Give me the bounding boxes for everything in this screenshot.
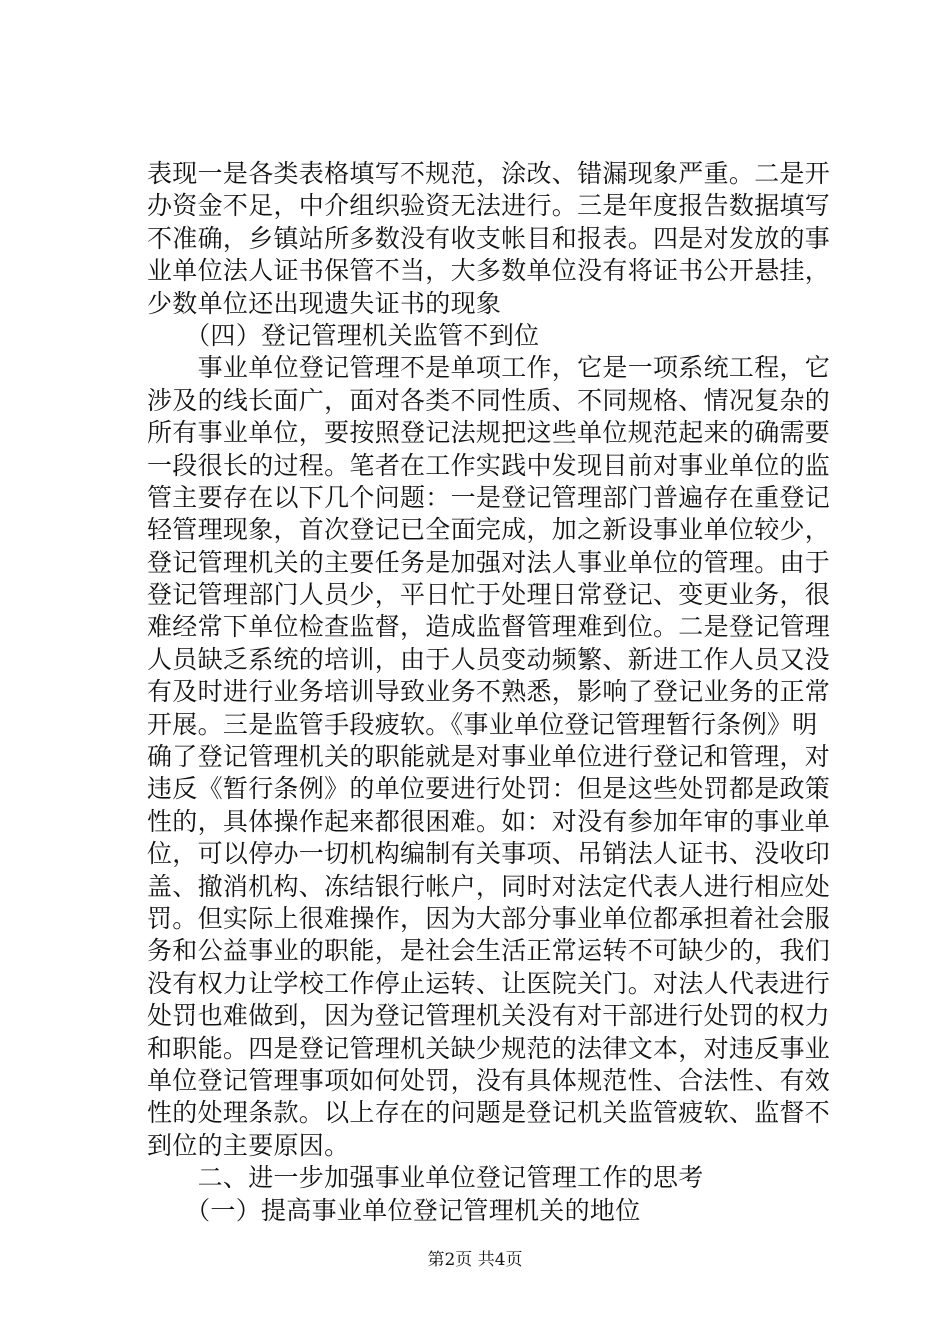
body-line: 罚。但实际上很难操作，因为大部分事业单位都承担着社会服 <box>147 903 831 933</box>
body-line: 轻管理现象，首次登记已全面完成，加之新设事业单位较少， <box>147 515 831 545</box>
body-line: 开展。三是监管手段疲软。《事业单位登记管理暂行条例》明 <box>147 709 818 739</box>
body-line: 人员缺乏系统的培训，由于人员变动频繁、新进工作人员又没 <box>147 644 831 674</box>
body-line: 盖、撤消机构、冻结银行帐户，同时对法定代表人进行相应处 <box>147 871 831 901</box>
body-line: 和职能。四是登记管理机关缺少规范的法律文本，对违反事业 <box>147 1033 831 1063</box>
body-line: 性的处理条款。以上存在的问题是登记机关监管疲软、监督不 <box>147 1098 831 1128</box>
body-line: 不准确，乡镇站所多数没有收支帐目和报表。四是对发放的事 <box>147 223 831 253</box>
section-heading: （四）登记管理机关监管不到位 <box>147 320 540 350</box>
body-line: 务和公益事业的职能，是社会生活正常运转不可缺少的，我们 <box>147 936 831 966</box>
body-line: 违反《暂行条例》的单位要进行处罚：但是这些处罚都是政策 <box>147 774 831 804</box>
body-line: 到位的主要原因。 <box>147 1130 350 1160</box>
body-line: 没有权力让学校工作停止运转、让医院关门。对法人代表进行 <box>147 968 831 998</box>
document-body <box>147 158 831 1227</box>
page-number-footer: 第2页 共4页 <box>427 1250 523 1270</box>
body-line: 所有事业单位，要按照登记法规把这些单位规范起来的确需要 <box>147 418 831 448</box>
section-heading: 二、进一步加强事业单位登记管理工作的思考 <box>147 1163 704 1193</box>
body-line: 一段很长的过程。笔者在工作实践中发现目前对事业单位的监 <box>147 450 831 480</box>
body-line: 登记管理部门人员少，平日忙于处理日常登记、变更业务，很 <box>147 580 831 610</box>
body-line: 业单位法人证书保管不当，大多数单位没有将证书公开悬挂， <box>147 256 831 286</box>
body-line: 表现一是各类表格填写不规范，涂改、错漏现象严重。二是开 <box>147 159 831 188</box>
body-line: 涉及的线长面广，面对各类不同性质、不同规格、情况复杂的 <box>147 385 831 415</box>
body-line: 性的，具体操作起来都很困难。如：对没有参加年审的事业单 <box>147 806 831 836</box>
body-line: 位，可以停办一切机构编制有关事项、吊销法人证书、没收印 <box>147 839 831 869</box>
body-line: 少数单位还出现遗失证书的现象 <box>147 288 502 318</box>
subsection-heading: （一）提高事业单位登记管理机关的地位 <box>147 1195 641 1225</box>
body-line: 难经常下单位检查监督，造成监督管理难到位。二是登记管理 <box>147 612 831 642</box>
body-line: 事业单位登记管理不是单项工作，它是一项系统工程，它 <box>147 353 831 383</box>
body-line: 管主要存在以下几个问题：一是登记管理部门普遍存在重登记 <box>147 482 831 512</box>
body-line: 登记管理机关的主要任务是加强对法人事业单位的管理。由于 <box>147 547 831 577</box>
body-line: 单位登记管理事项如何处罚，没有具体规范性、合法性、有效 <box>147 1065 831 1095</box>
body-line: 确了登记管理机关的职能就是对事业单位进行登记和管理，对 <box>147 742 831 772</box>
body-line: 有及时进行业务培训导致业务不熟悉，影响了登记业务的正常 <box>147 677 831 707</box>
body-line: 处罚也难做到，因为登记管理机关没有对干部进行处罚的权力 <box>147 1001 831 1031</box>
body-line: 办资金不足，中介组织验资无法进行。三是年度报告数据填写 <box>147 191 831 221</box>
